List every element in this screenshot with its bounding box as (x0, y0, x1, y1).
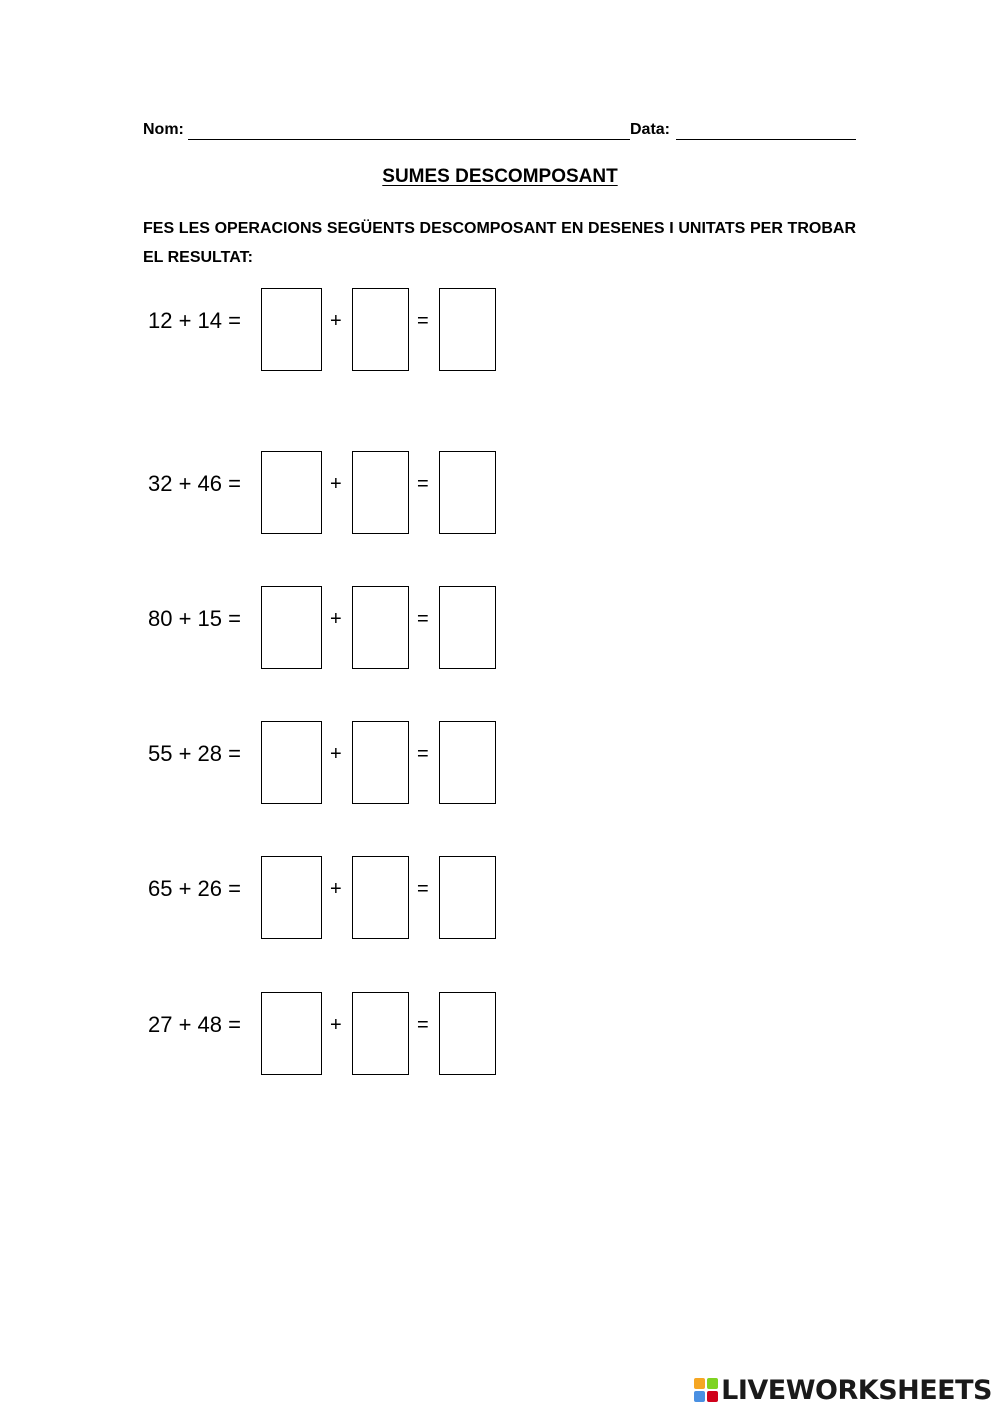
page-title (0, 166, 1000, 188)
logo-tile (694, 1378, 705, 1389)
tens-answer-box[interactable] (261, 451, 322, 534)
result-answer-box[interactable] (439, 856, 496, 939)
brand-text: LIVEWORKSHEETS (721, 1374, 992, 1406)
plus-sign: + (330, 878, 342, 900)
equals-sign: = (417, 743, 429, 765)
units-answer-box[interactable] (352, 856, 409, 939)
result-answer-box[interactable] (439, 721, 496, 804)
exercise-row (0, 721, 1000, 805)
plus-sign: + (330, 473, 342, 495)
tens-answer-box[interactable] (261, 586, 322, 669)
units-answer-box[interactable] (352, 451, 409, 534)
tens-answer-box[interactable] (261, 992, 322, 1075)
liveworksheets-logo-icon (694, 1378, 718, 1402)
exercise-row (0, 586, 1000, 670)
equals-sign: = (417, 310, 429, 332)
plus-sign: + (330, 743, 342, 765)
tens-answer-box[interactable] (261, 856, 322, 939)
equals-sign: = (417, 608, 429, 630)
result-answer-box[interactable] (439, 992, 496, 1075)
exercise-expression: 65 + 26 = (148, 876, 241, 901)
units-answer-box[interactable] (352, 586, 409, 669)
logo-tile (707, 1391, 718, 1402)
exercise-row (0, 992, 1000, 1076)
result-answer-box[interactable] (439, 451, 496, 534)
result-answer-box[interactable] (439, 586, 496, 669)
plus-sign: + (330, 608, 342, 630)
exercise-expression: 80 + 15 = (148, 606, 241, 631)
exercise-expression: 55 + 28 = (148, 741, 241, 766)
result-answer-box[interactable] (439, 288, 496, 371)
equals-sign: = (417, 1014, 429, 1036)
name-label: Nom: (143, 121, 184, 138)
name-field[interactable] (188, 139, 630, 140)
brand-watermark (694, 1375, 992, 1405)
instructions: FES LES OPERACIONS SEGÜENTS DESCOMPOSANT EN DESENES I UNITATS PER TROBAR EL RESULTAT: (143, 220, 856, 266)
units-answer-box[interactable] (352, 288, 409, 371)
tens-answer-box[interactable] (261, 288, 322, 371)
logo-tile (694, 1391, 705, 1402)
exercise-row (0, 856, 1000, 940)
exercise-expression: 32 + 46 = (148, 471, 241, 496)
plus-sign: + (330, 1014, 342, 1036)
units-answer-box[interactable] (352, 721, 409, 804)
equals-sign: = (417, 473, 429, 495)
tens-answer-box[interactable] (261, 721, 322, 804)
exercise-expression: 27 + 48 = (148, 1012, 241, 1037)
header-line (143, 118, 856, 144)
units-answer-box[interactable] (352, 992, 409, 1075)
plus-sign: + (330, 310, 342, 332)
page-title-text: SUMES DESCOMPOSANT (382, 166, 618, 187)
date-field[interactable] (676, 139, 856, 140)
exercise-expression: 12 + 14 = (148, 308, 241, 333)
exercise-row (0, 451, 1000, 535)
date-label: Data: (630, 121, 671, 138)
equals-sign: = (417, 878, 429, 900)
exercise-row (0, 288, 1000, 372)
logo-tile (707, 1378, 718, 1389)
